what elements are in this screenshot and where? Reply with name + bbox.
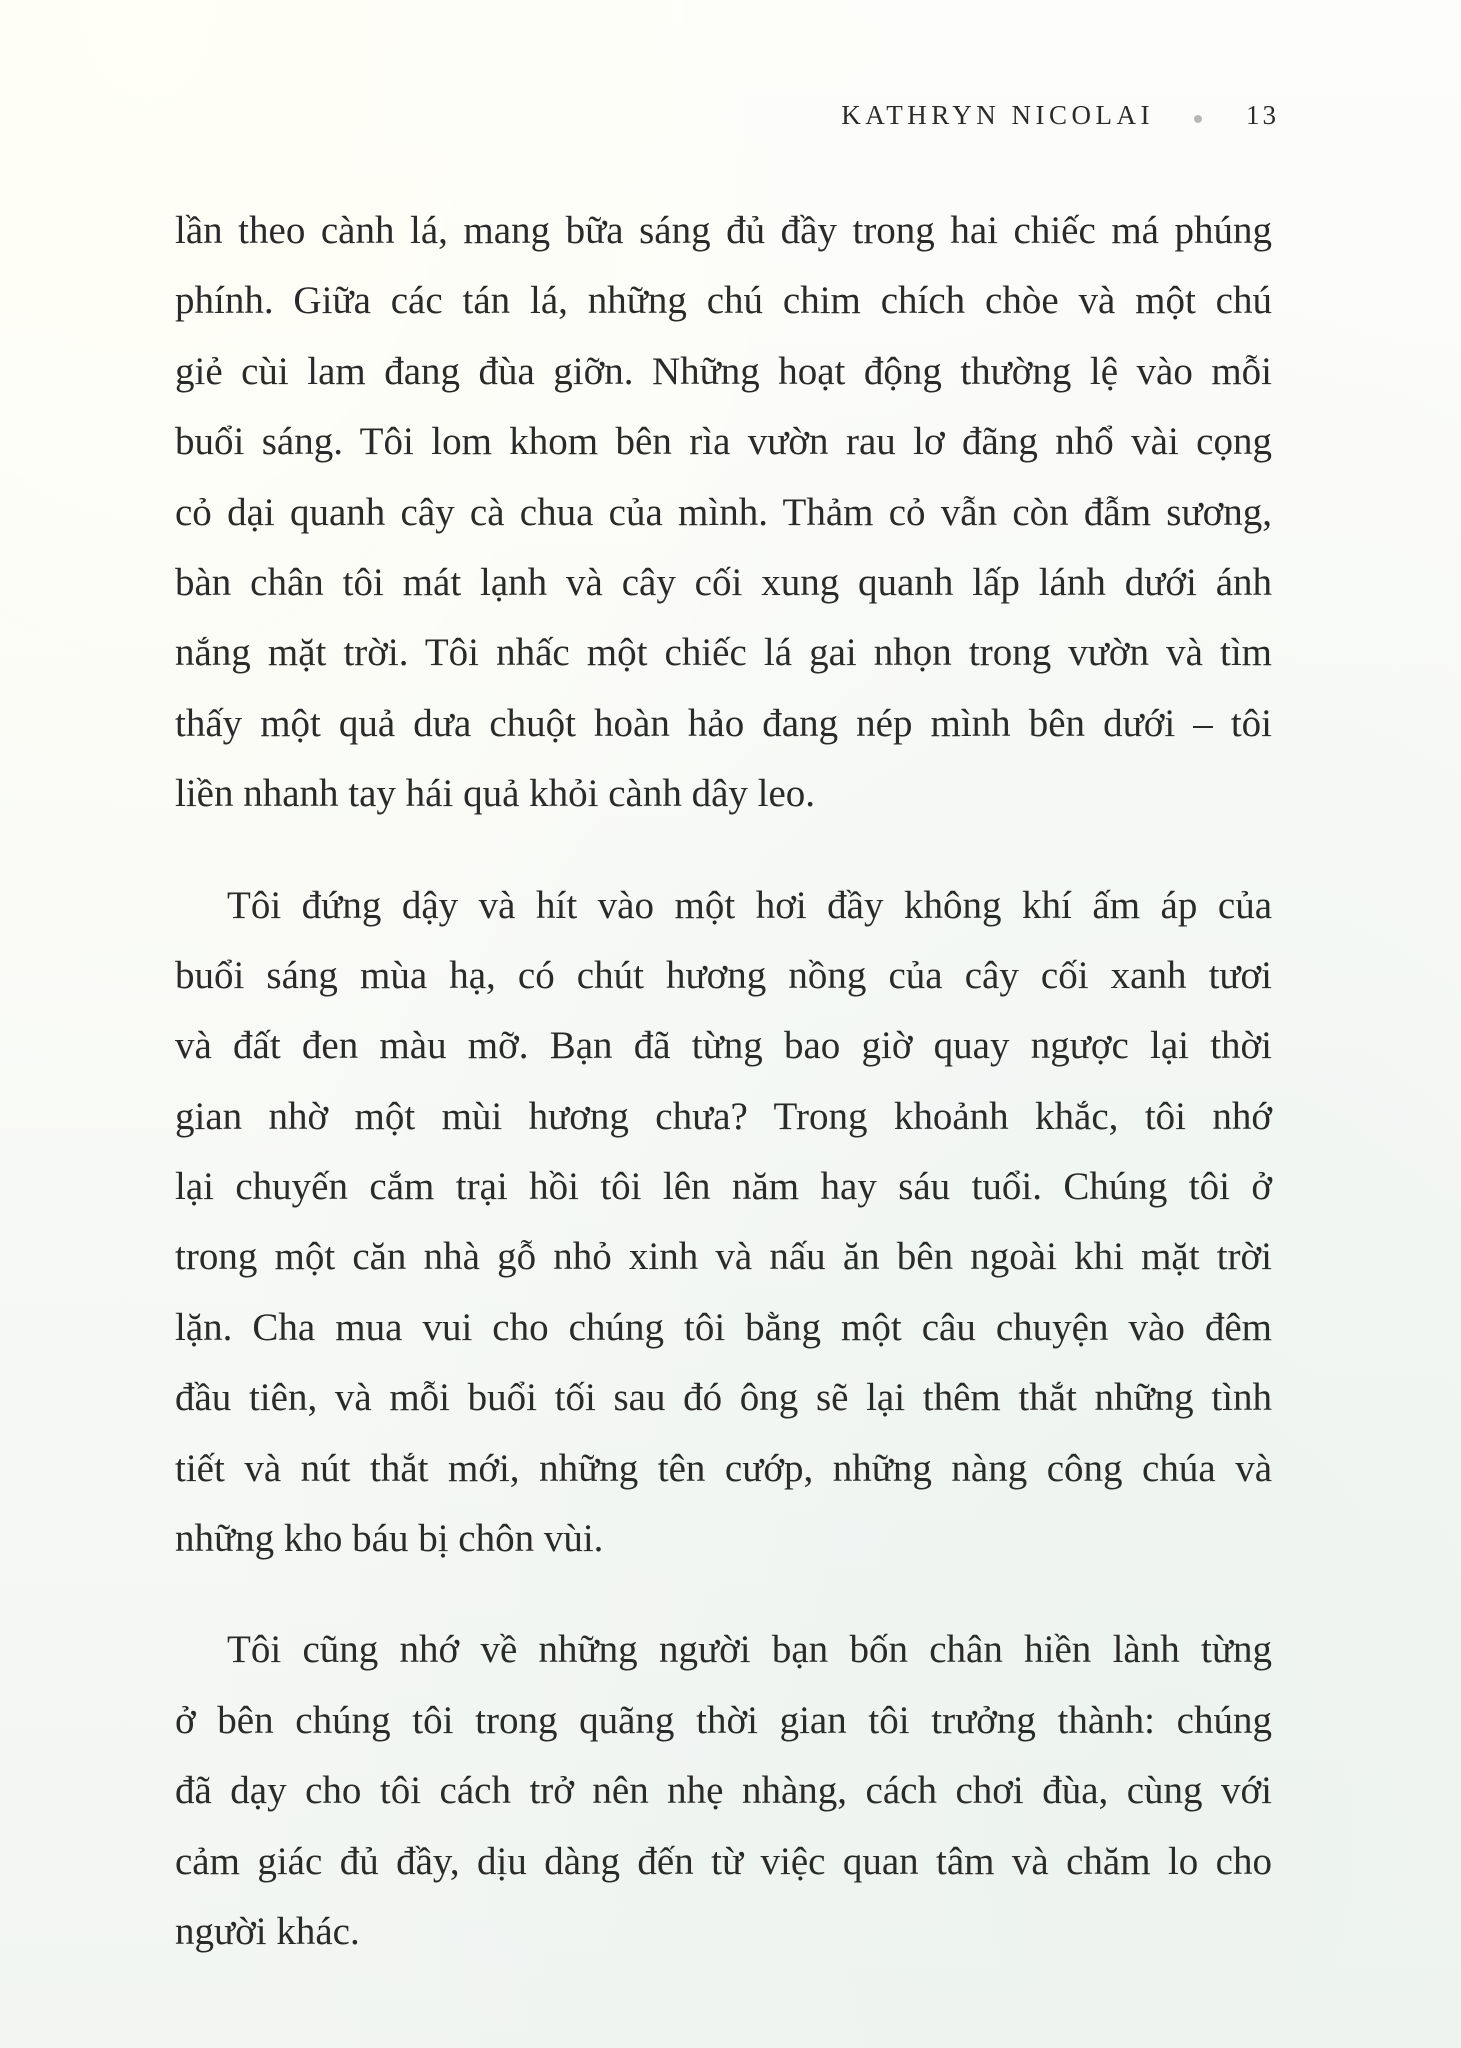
text-line: Tôi đứng dậy và hít vào một hơi đầy không khí ấm áp của <box>227 883 1272 927</box>
text-line: ở bên chúng tôi trong quãng thời gian tôi trưởng thành: chúng <box>175 1698 1272 1742</box>
text-line: đã dạy cho tôi cách trở nên nhẹ nhàng, cách chơi đùa, cùng với <box>175 1769 1272 1813</box>
text-line: trong một căn nhà gỗ nhỏ xinh và nấu ăn bên ngoài khi mặt trời <box>175 1235 1272 1279</box>
text-line: người khác. <box>175 1909 360 1953</box>
paragraph-gap <box>175 1574 1272 1615</box>
text-line: cảm giác đủ đầy, dịu dàng đến từ việc quan tâm và chăm lo cho <box>175 1839 1272 1883</box>
text-line: Tôi cũng nhớ về những người bạn bốn chân hiền lành từng <box>227 1628 1272 1672</box>
text-line: và đất đen màu mỡ. Bạn đã từng bao giờ quay ngược lại thời <box>175 1024 1272 1068</box>
text-line: nắng mặt trời. Tôi nhấc một chiếc lá gai nhọn trong vườn và tìm <box>175 631 1272 675</box>
text-line: thấy một quả dưa chuột hoàn hảo đang nép mình bên dưới – tôi <box>175 701 1272 745</box>
text-line: gian nhờ một mùi hương chưa? Trong khoảnh khắc, tôi nhớ <box>175 1094 1272 1138</box>
paragraph-gap <box>175 830 1272 871</box>
page-number: 13 <box>1246 100 1279 130</box>
text-line: phính. Giữa các tán lá, những chú chim chích chòe và một chú <box>175 279 1272 323</box>
text-line: buổi sáng mùa hạ, có chút hương nồng của cây cối xanh tươi <box>175 953 1272 997</box>
text-line: lần theo cành lá, mang bữa sáng đủ đầy trong hai chiếc má phúng <box>175 209 1272 252</box>
text-line: lại chuyến cắm trại hồi tôi lên năm hay sáu tuổi. Chúng tôi ở <box>175 1165 1272 1209</box>
text-line: cỏ dại quanh cây cà chua của mình. Thảm cỏ vẫn còn đẫm sương, <box>175 490 1272 534</box>
text-line: lặn. Cha mua vui cho chúng tôi bằng một câu chuyện vào đêm <box>175 1305 1272 1349</box>
text-line: tiết và nút thắt mới, những tên cướp, những nàng công chúa và <box>175 1446 1272 1490</box>
text-line: bàn chân tôi mát lạnh và cây cối xung quanh lấp lánh dưới ánh <box>175 560 1272 604</box>
body-text <box>175 196 1272 1967</box>
running-header <box>841 100 1279 131</box>
text-line: những kho báu bị chôn vùi. <box>175 1517 604 1561</box>
paragraph-3 <box>175 1615 1272 1967</box>
paragraph-1 <box>175 196 1272 830</box>
text-line: buổi sáng. Tôi lom khom bên rìa vườn rau lơ đãng nhổ vài cọng <box>175 420 1272 464</box>
text-line: đầu tiên, và mỗi buổi tối sau đó ông sẽ lại thêm thắt những tình <box>175 1376 1272 1420</box>
text-line: liền nhanh tay hái quả khỏi cành dây leo. <box>175 772 816 816</box>
author-name: KATHRYN NICOLAI <box>841 100 1154 130</box>
text-line: giẻ cùi lam đang đùa giỡn. Những hoạt động thường lệ vào mỗi <box>175 349 1272 393</box>
bullet-separator-icon <box>1194 115 1202 123</box>
paragraph-2 <box>175 871 1272 1575</box>
